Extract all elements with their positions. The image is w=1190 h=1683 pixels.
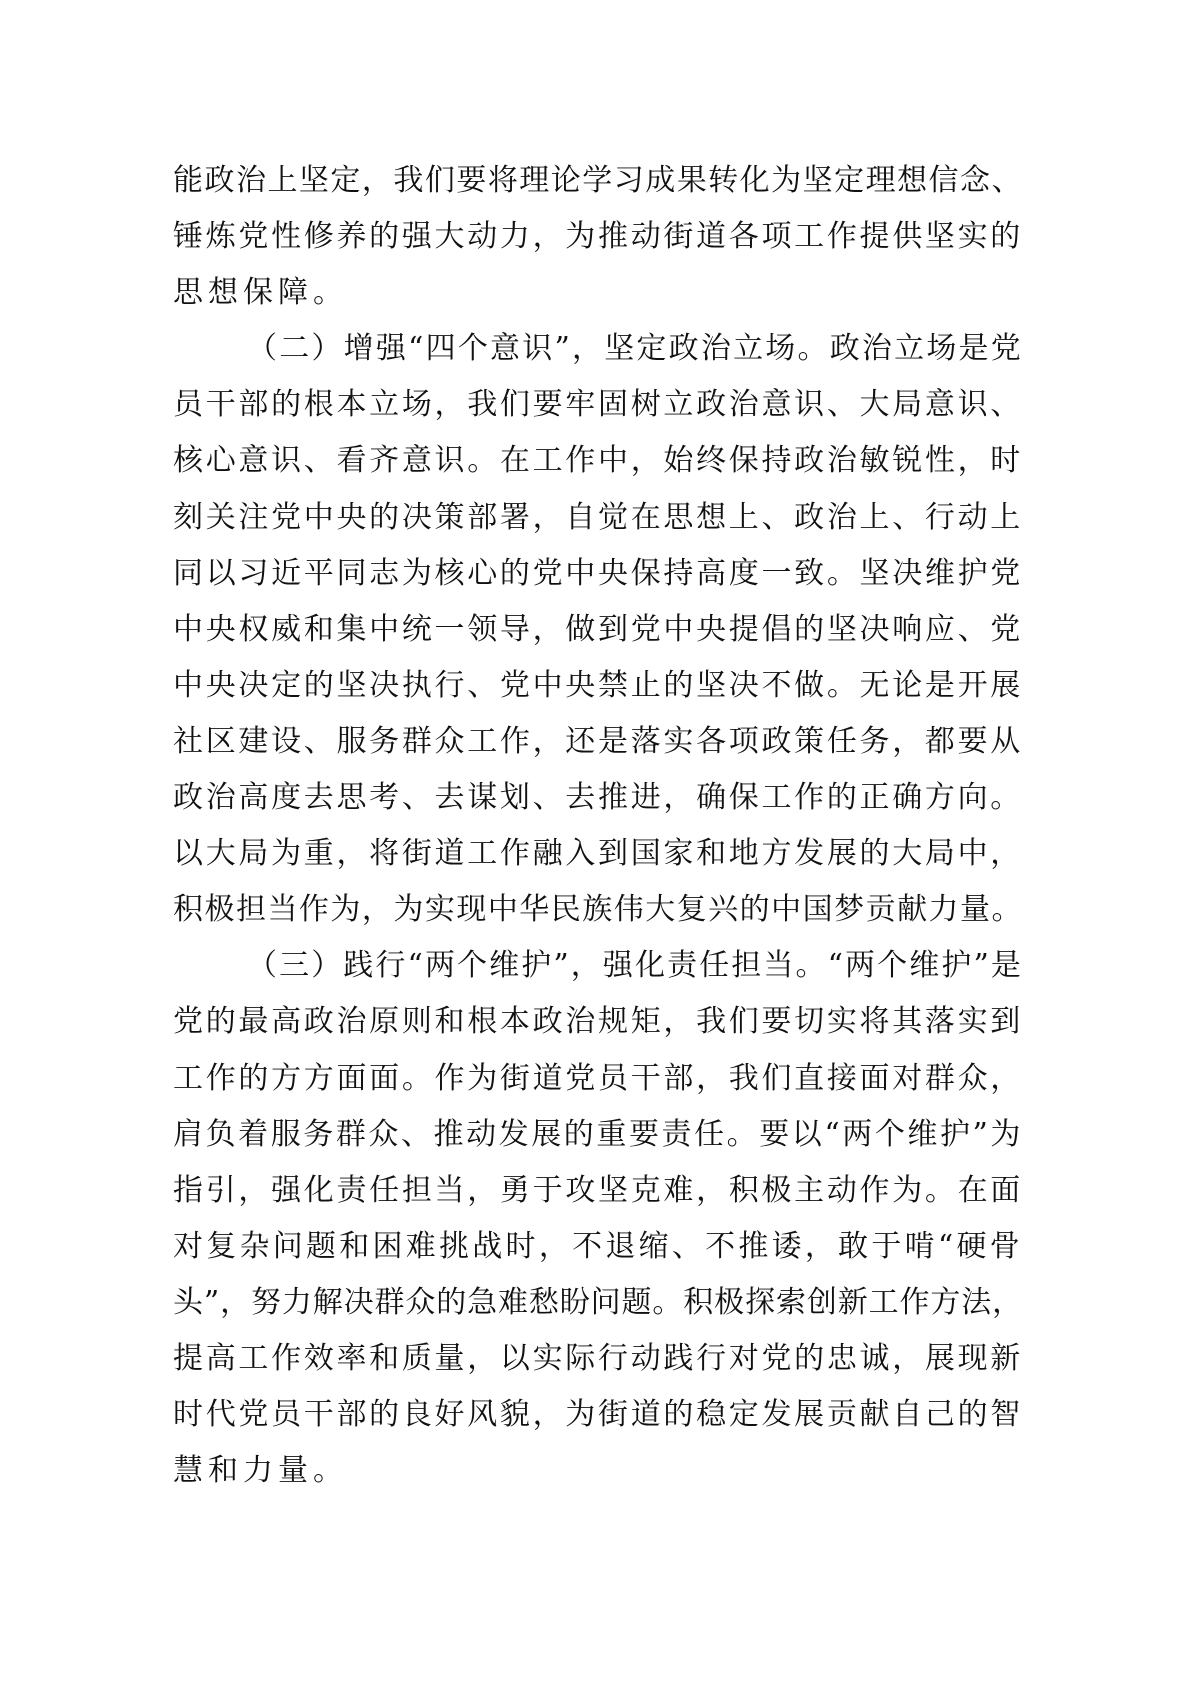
text-line: 党的最高政治原则和根本政治规矩，我们要切实将其落实到: [173, 1004, 1023, 1040]
text-line: 刻关注党中央的决策部署，自觉在思想上、政治上、行动上: [173, 499, 1023, 535]
text-line: 肩负着服务群众、推动发展的重要责任。要以“两个维护”为: [173, 1116, 1023, 1152]
section-heading-line: （三）践行“两个维护”，强化责任担当。“两个维护”是: [247, 948, 1023, 984]
text-line: 能政治上坚定，我们要将理论学习成果转化为坚定理想信念、: [173, 163, 1023, 198]
text-line: 时代党员干部的良好风貌，为街道的稳定发展贡献自己的智: [173, 1397, 1023, 1433]
text-line: 同以习近平同志为核心的党中央保持高度一致。坚决维护党: [173, 555, 1023, 591]
text-line: 锤炼党性修养的强大动力，为推动街道各项工作提供坚实的: [173, 219, 1023, 255]
text-line: 员干部的根本立场，我们要牢固树立政治意识、大局意识、: [173, 387, 1023, 423]
text-line: 头”，努力解决群众的急难愁盼问题。积极探索创新工作方法，: [173, 1284, 1023, 1320]
text-line: 积极担当作为，为实现中华民族伟大复兴的中国梦贡献力量。: [173, 892, 1023, 928]
text-line: 提高工作效率和质量，以实际行动践行对党的忠诚，展现新: [173, 1340, 1023, 1376]
text-line: 指引，强化责任担当，勇于攻坚克难，积极主动作为。在面: [173, 1172, 1023, 1208]
text-line: 社区建设、服务群众工作，还是落实各项政策任务，都要从: [173, 723, 1023, 759]
text-line: 中央决定的坚决执行、党中央禁止的坚决不做。无论是开展: [173, 667, 1023, 703]
body-text: [173, 153, 1023, 1499]
section-heading-line: （二）增强“四个意识”，坚定政治立场。政治立场是党: [247, 331, 1023, 367]
text-line: 思想保障。: [173, 275, 348, 311]
text-line: 政治高度去思考、去谋划、去推进，确保工作的正确方向。: [173, 780, 1023, 816]
text-line: 对复杂问题和困难挑战时，不退缩、不推诿，敢于啃“硬骨: [173, 1228, 1023, 1264]
text-line: 以大局为重，将街道工作融入到国家和地方发展的大局中，: [173, 836, 1023, 872]
text-line: 工作的方方面面。作为街道党员干部，我们直接面对群众，: [173, 1060, 1023, 1096]
text-line: 核心意识、看齐意识。在工作中，始终保持政治敏锐性，时: [173, 443, 1023, 479]
text-line: 中央权威和集中统一领导，做到党中央提倡的坚决响应、党: [173, 611, 1023, 647]
text-line: 慧和力量。: [173, 1453, 348, 1489]
